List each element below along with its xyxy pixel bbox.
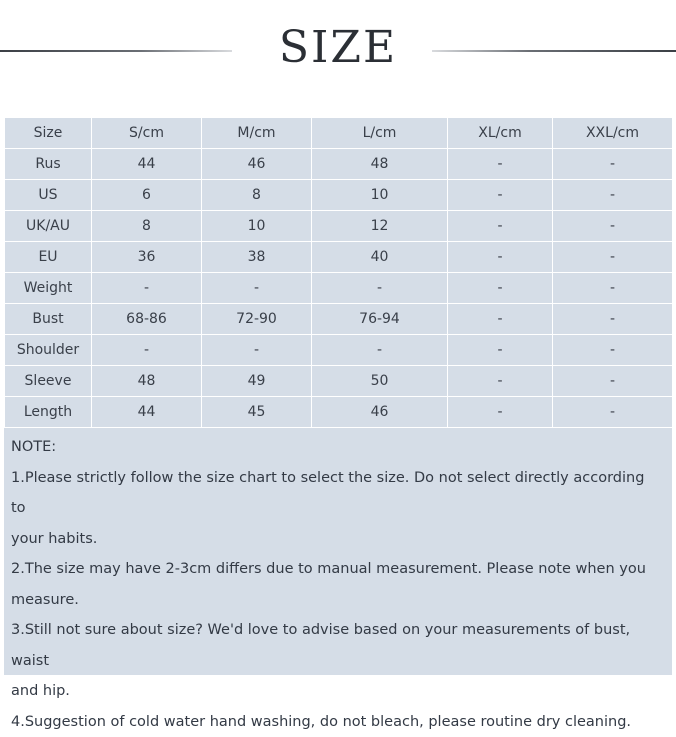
table-cell: 45 [202, 397, 312, 428]
table-cell: - [202, 273, 312, 304]
table-cell: - [202, 335, 312, 366]
row-label: Shoulder [5, 335, 92, 366]
table-cell: - [553, 211, 673, 242]
table-cell: 44 [92, 149, 202, 180]
table-cell: - [448, 304, 553, 335]
note-line: 3.Still not sure about size? We'd love to advise based on your measurements of bust, waist [11, 615, 661, 676]
row-label: UK/AU [5, 211, 92, 242]
table-cell: - [553, 149, 673, 180]
table-cell: - [92, 335, 202, 366]
header-cell-m: M/cm [202, 118, 312, 149]
table-cell: 36 [92, 242, 202, 273]
note-line: 1.Please strictly follow the size chart to select the size. Do not select directly according to [11, 463, 661, 524]
row-label: Weight [5, 273, 92, 304]
table-cell: - [553, 242, 673, 273]
table-cell: - [553, 335, 673, 366]
right-divider-line [432, 50, 676, 52]
table-cell: 46 [202, 149, 312, 180]
table-cell: 10 [312, 180, 448, 211]
table-cell: 72-90 [202, 304, 312, 335]
table-row [5, 242, 673, 273]
notes-section [11, 432, 661, 737]
table-cell: 12 [312, 211, 448, 242]
table-cell: - [553, 273, 673, 304]
table-row [5, 211, 673, 242]
table-row [5, 273, 673, 304]
note-line: your habits. [11, 524, 661, 555]
table-cell: 48 [92, 366, 202, 397]
table-cell: 38 [202, 242, 312, 273]
table-cell: - [448, 211, 553, 242]
table-cell: - [448, 242, 553, 273]
table-row [5, 180, 673, 211]
table-cell: - [553, 366, 673, 397]
row-label: Sleeve [5, 366, 92, 397]
note-line: and hip. [11, 676, 661, 707]
table-cell: - [553, 304, 673, 335]
table-row [5, 304, 673, 335]
header-cell-s: S/cm [92, 118, 202, 149]
table-cell: 50 [312, 366, 448, 397]
table-cell: 8 [92, 211, 202, 242]
size-table [4, 117, 673, 428]
table-cell: - [448, 149, 553, 180]
table-cell: 8 [202, 180, 312, 211]
table-cell: - [553, 180, 673, 211]
table-cell: - [448, 273, 553, 304]
table-cell: - [92, 273, 202, 304]
table-row [5, 335, 673, 366]
row-label: EU [5, 242, 92, 273]
table-row [5, 149, 673, 180]
table-cell: 49 [202, 366, 312, 397]
table-row [5, 397, 673, 428]
table-cell: - [448, 180, 553, 211]
notes-heading: NOTE: [11, 432, 661, 463]
table-cell: - [448, 335, 553, 366]
table-row [5, 366, 673, 397]
table-cell: - [312, 273, 448, 304]
row-label: US [5, 180, 92, 211]
page-title: SIZE [0, 22, 676, 74]
table-cell: 76-94 [312, 304, 448, 335]
table-cell: 44 [92, 397, 202, 428]
header [0, 0, 676, 110]
table-cell: - [448, 366, 553, 397]
header-cell-xl: XL/cm [448, 118, 553, 149]
note-line: measure. [11, 585, 661, 616]
table-cell: 10 [202, 211, 312, 242]
table-header-row [5, 118, 673, 149]
header-cell-l: L/cm [312, 118, 448, 149]
header-cell-size: Size [5, 118, 92, 149]
note-line: 4.Suggestion of cold water hand washing, do not bleach, please routine dry cleaning. [11, 707, 661, 737]
table-cell: - [448, 397, 553, 428]
table-cell: 68-86 [92, 304, 202, 335]
table-cell: 46 [312, 397, 448, 428]
table-cell: 6 [92, 180, 202, 211]
row-label: Bust [5, 304, 92, 335]
header-cell-xxl: XXL/cm [553, 118, 673, 149]
table-cell: 40 [312, 242, 448, 273]
table-cell: 48 [312, 149, 448, 180]
row-label: Length [5, 397, 92, 428]
note-line: 2.The size may have 2-3cm differs due to manual measurement. Please note when you [11, 554, 661, 585]
table-cell: - [312, 335, 448, 366]
table-cell: - [553, 397, 673, 428]
row-label: Rus [5, 149, 92, 180]
